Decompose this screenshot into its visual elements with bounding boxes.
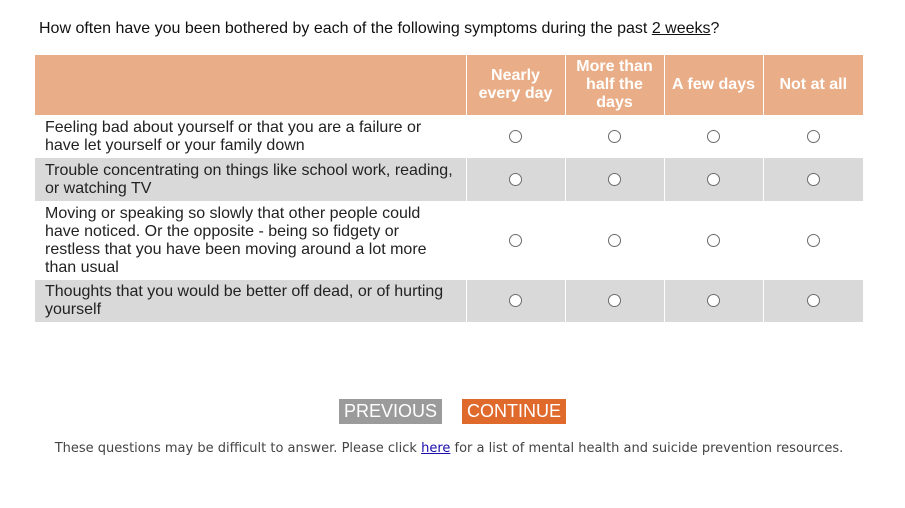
header-row bbox=[35, 55, 863, 115]
answer-cell bbox=[664, 201, 763, 280]
answer-cell bbox=[763, 280, 863, 322]
question-row bbox=[35, 280, 863, 322]
answer-cell bbox=[466, 115, 565, 158]
radio-button[interactable] bbox=[608, 130, 621, 143]
answer-cell bbox=[466, 201, 565, 280]
radio-button[interactable] bbox=[608, 234, 621, 247]
answer-cell bbox=[565, 115, 664, 158]
row-label: Moving or speaking so slowly that other people could have noticed. Or the opposite - being so fidgety or restless that you have been moving around a lot more than usual bbox=[45, 204, 427, 276]
question-row bbox=[35, 115, 863, 158]
continue-button[interactable]: CONTINUE bbox=[462, 399, 566, 424]
row-label: Feeling bad about yourself or that you are a failure or have let yourself or your family down bbox=[45, 118, 422, 154]
radio-button[interactable] bbox=[509, 234, 522, 247]
answer-cell bbox=[466, 280, 565, 322]
question-text bbox=[39, 20, 719, 38]
column-header-not-at-all: Not at all bbox=[763, 55, 863, 115]
column-header-nearly-every-day: Nearly every day bbox=[466, 55, 565, 115]
radio-button[interactable] bbox=[608, 294, 621, 307]
answer-cell bbox=[664, 280, 763, 322]
radio-button[interactable] bbox=[707, 130, 720, 143]
question-text-start: How often have you been bothered by each of the following symptoms during the past bbox=[39, 20, 652, 37]
answer-cell bbox=[664, 158, 763, 201]
column-header-more-than-half: More than half the days bbox=[565, 55, 664, 115]
radio-button[interactable] bbox=[807, 294, 820, 307]
resources-link[interactable]: here bbox=[421, 441, 451, 456]
previous-button[interactable]: PREVIOUS bbox=[339, 399, 442, 424]
radio-button[interactable] bbox=[807, 234, 820, 247]
footer-text-start: These questions may be difficult to answer. Please click bbox=[54, 441, 422, 456]
footer-text-end: for a list of mental health and suicide prevention resources. bbox=[450, 441, 844, 456]
answer-cell bbox=[763, 115, 863, 158]
navigation-buttons bbox=[0, 399, 905, 424]
radio-button[interactable] bbox=[707, 173, 720, 186]
symptom-grid bbox=[35, 55, 863, 322]
row-label: Trouble concentrating on things like school work, reading, or watching TV bbox=[35, 158, 466, 201]
radio-button[interactable] bbox=[509, 130, 522, 143]
answer-cell bbox=[466, 158, 565, 201]
answer-cell bbox=[565, 201, 664, 280]
question-text-end: ? bbox=[710, 20, 720, 37]
radio-button[interactable] bbox=[707, 234, 720, 247]
answer-cell bbox=[763, 201, 863, 280]
question-period: 2 weeks bbox=[651, 20, 711, 37]
radio-button[interactable] bbox=[807, 173, 820, 186]
answer-cell bbox=[565, 158, 664, 201]
radio-button[interactable] bbox=[509, 294, 522, 307]
answer-cell bbox=[664, 115, 763, 158]
row-label: Thoughts that you would be better off dead, or of hurting yourself bbox=[35, 280, 466, 322]
header-blank bbox=[35, 55, 466, 115]
column-header-a-few-days: A few days bbox=[664, 55, 763, 115]
radio-button[interactable] bbox=[509, 173, 522, 186]
radio-button[interactable] bbox=[807, 130, 820, 143]
footer-note bbox=[0, 441, 898, 456]
question-row bbox=[35, 158, 863, 201]
radio-button[interactable] bbox=[608, 173, 621, 186]
radio-button[interactable] bbox=[707, 294, 720, 307]
answer-cell bbox=[565, 280, 664, 322]
answer-cell bbox=[763, 158, 863, 201]
question-row bbox=[35, 201, 863, 280]
